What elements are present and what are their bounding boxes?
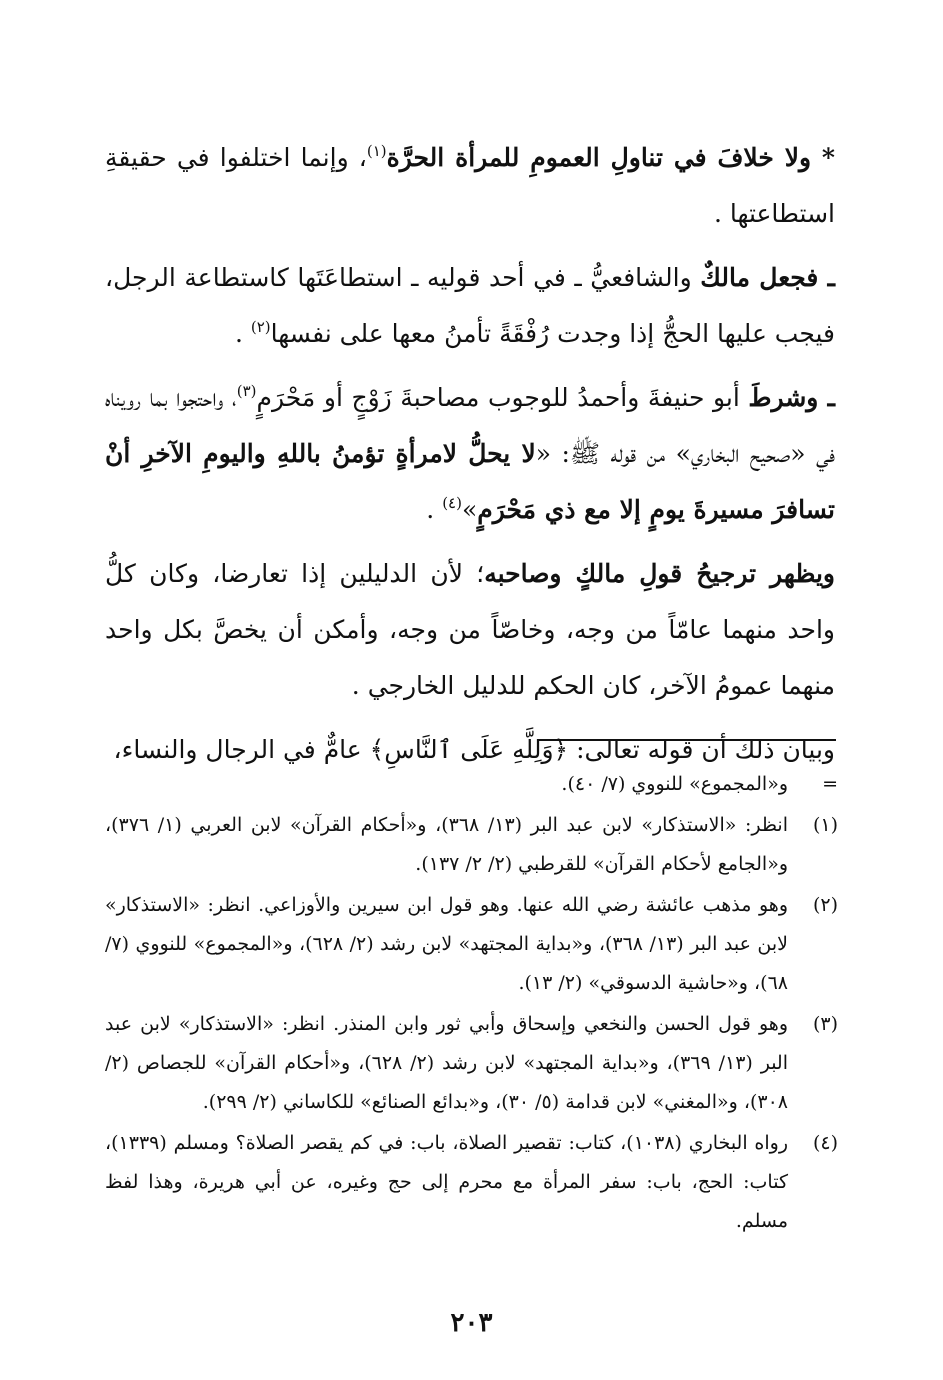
footnote-continuation <box>105 765 838 804</box>
footnote-2 <box>105 886 838 1003</box>
hadith-quote: لا يحلُّ لامرأةٍ تؤمنُ باللهِ واليومِ الآخرِ أنْ تسافرَ مسيرةَ يومٍ إلا مع ذي مَحْرَمٍ <box>105 439 835 524</box>
footnote-number: (١) <box>812 814 838 836</box>
paragraph-text: والشافعيُّ ـ في أحد قوليه ـ استطاعَتَها كاستطاعة الرجل، فيجب عليها الحجُّ إذا وجدت رُفْقَةً تأمنُ معها على نفسها <box>105 263 835 348</box>
paragraph-text: » <box>461 495 478 524</box>
footnote-text: رواه البخاري (١٠٣٨)، كتاب: تقصير الصلاة، باب: في كم يقصر الصلاة؟ ومسلم (١٣٣٩)، كتاب: الحج، باب: سفر المرأة مع محرم إلى حج وغيره، عن أبي هريرة، وهذا لفظ مسلم. <box>105 1132 789 1232</box>
footnote-1 <box>105 806 838 884</box>
paragraph-4 <box>105 546 835 714</box>
footnote-ref-1[interactable]: (١) <box>366 142 387 160</box>
footnote-text: انظر: «الاستذكار» لابن عبد البر (١٣/ ٣٦٨)، و«أحكام القرآن» لابن العربي (١/ ٣٧٦)، و«الجامع لأحكام القرآن» للقرطبي (٢/ ٢/ ١٣٧). <box>105 814 788 875</box>
footnote-ref-4[interactable]: (٤) <box>442 494 462 512</box>
paragraph-text: ، واحتجوا بما رويناه في «صحيح البخاري» من قوله ﷺ: « <box>105 383 835 468</box>
footnote-number: = <box>822 773 838 795</box>
paragraph-text: ، وإنما اختلفوا في حقيقةِ استطاعتها . <box>105 143 835 228</box>
footnote-text: و«المجموع» للنووي (٧/ ٤٠). <box>561 773 788 795</box>
bold-lead: ويظهر ترجيحُ قولِ مالكٍ وصاحبه <box>484 559 835 588</box>
paragraph-text: . <box>426 495 443 524</box>
footnote-ref-2[interactable]: (٢) <box>250 318 271 336</box>
main-text <box>105 130 835 786</box>
footnote-4 <box>105 1124 838 1241</box>
paragraph-text: وبيان ذلك أن قوله تعالى: ﴿وَلِلَّهِ عَلَى ٱلنَّاسِ﴾ عامٌّ في الرجال والنساء، <box>113 735 835 764</box>
footnote-divider <box>538 739 836 741</box>
bold-lead: * ولا خلافَ في تناولِ العمومِ للمرأة الحرَّة <box>386 143 835 172</box>
page-number: ٢٠٣ <box>450 1308 493 1338</box>
footnote-3 <box>105 1005 838 1122</box>
footnote-number: (٣) <box>812 1013 838 1035</box>
paragraph-2 <box>105 250 835 362</box>
footnote-number: (٢) <box>812 894 838 916</box>
bold-lead: ـ وشرطَ <box>748 383 835 412</box>
paragraph-1 <box>105 130 835 242</box>
footnote-number: (٤) <box>812 1132 838 1154</box>
footnotes <box>105 765 838 1243</box>
paragraph-3 <box>105 370 835 538</box>
footnote-ref-3[interactable]: (٣) <box>236 382 257 400</box>
paragraph-text: ؛ لأن الدليلين إذا تعارضا، وكان كلُّ واحد منهما عامّاً من وجه، وخاصّاً من وجه، وأمكن أن يخصَّ بكل واحد منهما عمومُ الآخر، كان الحكم للدليل الخارجي . <box>105 559 835 700</box>
paragraph-text: . <box>234 319 251 348</box>
footnote-text: وهو مذهب عائشة رضي الله عنها. وهو قول ابن سيرين والأوزاعي. انظر: «الاستذكار» لابن عبد البر (١٣/ ٣٦٨)، و«بداية المجتهد» لابن رشد (٢/ ٦٢٨)، و«المجموع» للنووي (٧/ ٦٨)، و«حاشية الدسوقي» (٢/ ١٣). <box>105 894 789 994</box>
footnote-text: وهو قول الحسن والنخعي وإسحاق وأبي ثور وابن المنذر. انظر: «الاستذكار» لابن عبد البر (١٣/ ٣٦٩)، و«بداية المجتهد» لابن رشد (٢/ ٦٢٨)، و«أحكام القرآن» للجصاص (٢/ ٣٠٨)، و«المغني» لابن قدامة (٥/ ٣٠)، و«بدائع الصنائع» للكاساني (٢/ ٢٩٩). <box>105 1013 788 1113</box>
paragraph-text: أبو حنيفةَ وأحمدُ للوجوب مصاحبةَ زَوْجٍ أو مَحْرَمٍ <box>256 383 749 412</box>
bold-lead: ـ فجعل مالكٌ <box>700 263 835 292</box>
